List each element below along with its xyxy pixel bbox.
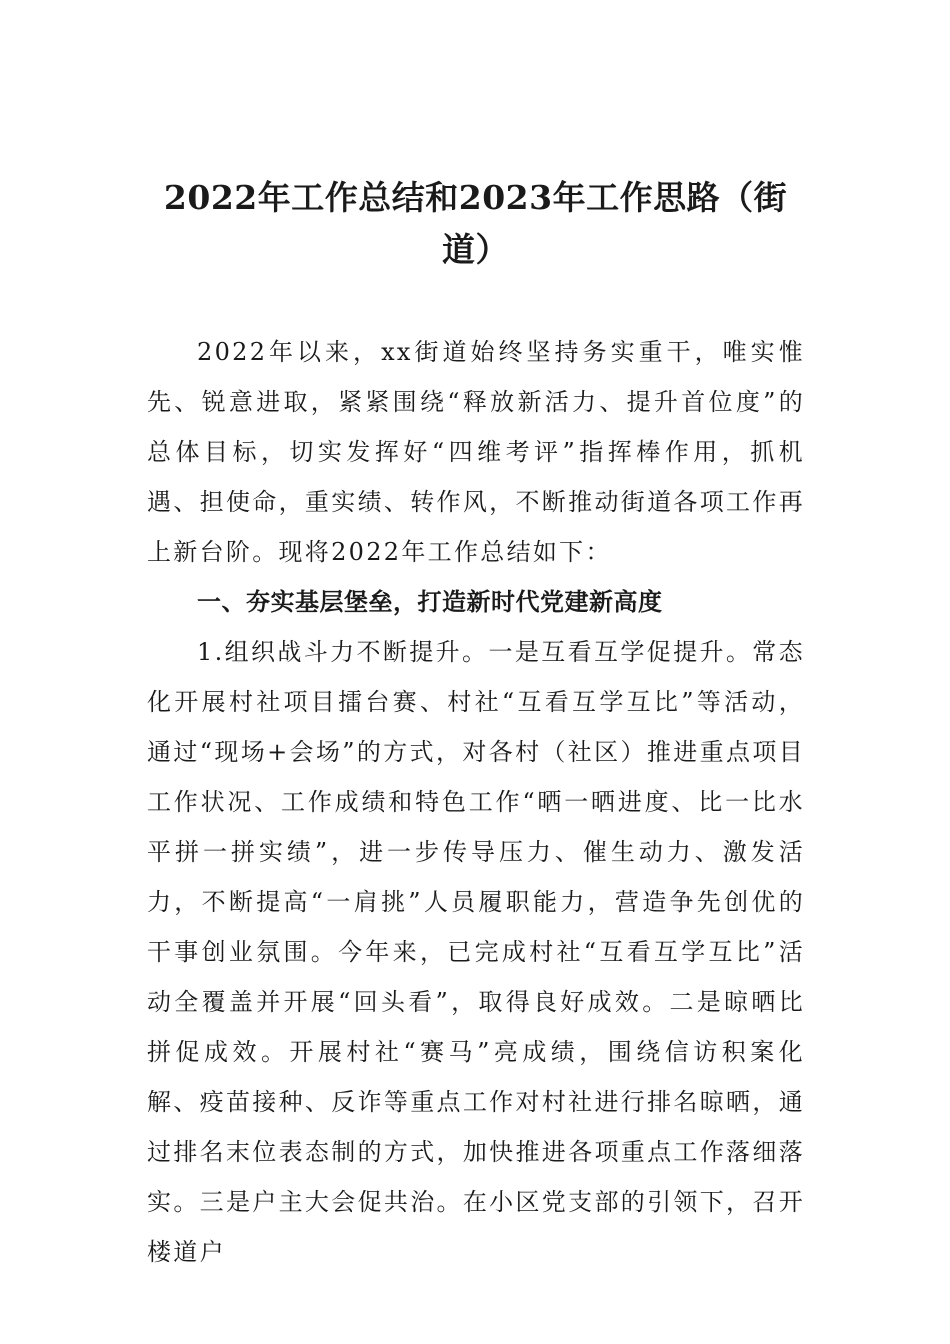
body-paragraph: 1.组织战斗力不断提升。一是互看互学促提升。常态化开展村社项目擂台赛、村社“互看互学互比”等活动，通过“现场+会场”的方式，对各村（社区）推进重点项目工作状况、工作成绩和特色工作“晒一晒进度、比一比水平拼一拼实绩”，进一步传导压力、催生动力、激发活力，不断提高“一肩挑”人员履职能力，营造争先创优的干事创业氛围。今年来，已完成村社“互看互学互比”活动全覆盖并开展“回头看”，取得良好成效。二是晾晒比拼促成效。开展村社“赛马”亮成绩，围绕信访积案化解、疫苗接种、反诈等重点工作对村社进行排名晾晒，通过排名末位表态制的方式，加快推进各项重点工作落细落实。三是户主大会促共治。在小区党支部的引领下，召开楼道户 — [147, 638, 805, 1266]
document-body — [147, 327, 805, 1277]
section-heading: 一、夯实基层堡垒，打造新时代党建新高度 — [197, 588, 663, 616]
intro-paragraph: 2022年以来，xx街道始终坚持务实重干，唯实惟先、锐意进取，紧紧围绕“释放新活力、提升首位度”的总体目标，切实发挥好“四维考评”指挥棒作用，抓机遇、担使命，重实绩、转作风，不断推动街道各项工作再上新台阶。现将2022年工作总结如下： — [147, 338, 805, 566]
document-title: 2022年工作总结和2023年工作思路（街道） — [163, 178, 788, 269]
